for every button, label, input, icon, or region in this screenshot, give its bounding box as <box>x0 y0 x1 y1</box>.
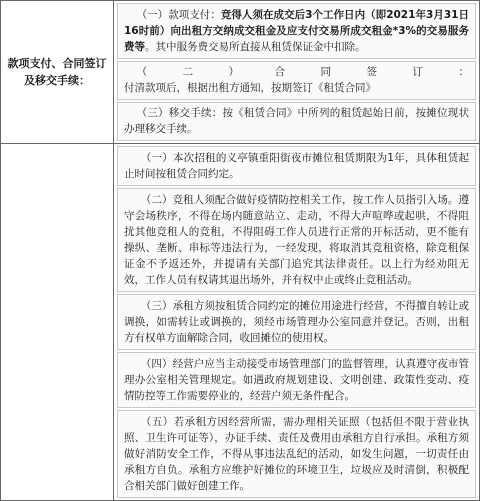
clause-handover-prefix: （三）移交手续： <box>136 107 223 119</box>
clause-handover-text: 按《租赁合同》中所列的租赁起始日前，按摊位现状办理移交手续。 <box>124 107 470 135</box>
clause-payment-prefix: （一）款项支付： <box>136 9 221 21</box>
clause-payment-rest: 。其中服务费交易所直接从租赁保证金中扣除。 <box>145 41 366 53</box>
payment-row <box>1 1 480 144</box>
clause-handover <box>117 102 476 141</box>
rule-clause-3: （三）承租方须按租赁合同约定的摊位用途进行经营，不得擅自转让或调换，如需转让或调换的，须经市场管理办公室同意并登记。否则，出租方有权单方面解除合同，收回摊位的使用权。 <box>117 294 476 350</box>
payment-label: 款项支付、合同签订及移交手续： <box>1 1 114 144</box>
rule-clause-5: （五）若承租方因经营所需，需办理相关证照（包括但不限于营业执照、卫生许可证等），办证手续、责任及费用由承租方自行承担。承租方须做好消防安全工作，不得从事违法乱纪的活动，如发生问题，一切责任由承租方自负。承租方应维护好摊位的环境卫生，垃圾应及时清倒，积极配合相关部门做好创建工作。 <box>117 410 476 498</box>
clause-payment <box>117 3 476 59</box>
payment-clauses-cell <box>114 1 480 144</box>
clause-contract <box>117 61 476 100</box>
rule-clause-1: （一）本次招租的义亭镇重阳街夜市摊位租赁期限为1年，具体租赁起止时间按租赁合同约定。 <box>117 146 476 186</box>
rules-row <box>1 144 480 501</box>
clause-contract-prefix: （二）合同签订： <box>136 66 469 78</box>
rule-clause-4: （四）经营户应当主动接受市场管理部门的监督管理，认真遵守夜市管理办公室相关管理规定。如遇政府规划建设、文明创建、政策性变动、疫情防控等工作需要停业的，经营户须无条件配合。 <box>117 352 476 408</box>
rules-label-empty <box>1 144 114 501</box>
clause-payment-bold: 竞得人须在成交后3个工作日内（即2021年3月31日16时前）向出租方交纳成交租金及应支付交易所成交租金*3%的交易服务费等 <box>124 9 469 53</box>
clause-contract-text: 付清款项后，根据出租方通知，按期签订《租赁合同》 <box>124 82 376 94</box>
rule-clause-2: （二）竞租人须配合做好疫情防控相关工作，按工作人员指引入场。遵守会场秩序，不得在场内随意站立、走动，不得大声喧哗或起哄，不得阻扰其他竞租人的竞租，不得阻碍工作人员进行正常的开标活动，更不能有操纵、垄断、串标等违法行为，一经发现，将取消其竞租资格，除竞租保证金不予返还外，并提请有关部门追究其法律责任。以上行为经劝阻无效，工作人员有权请其退出场外，并有权中止或终止竞租活动。 <box>117 188 476 292</box>
rules-clauses-cell <box>114 144 480 501</box>
